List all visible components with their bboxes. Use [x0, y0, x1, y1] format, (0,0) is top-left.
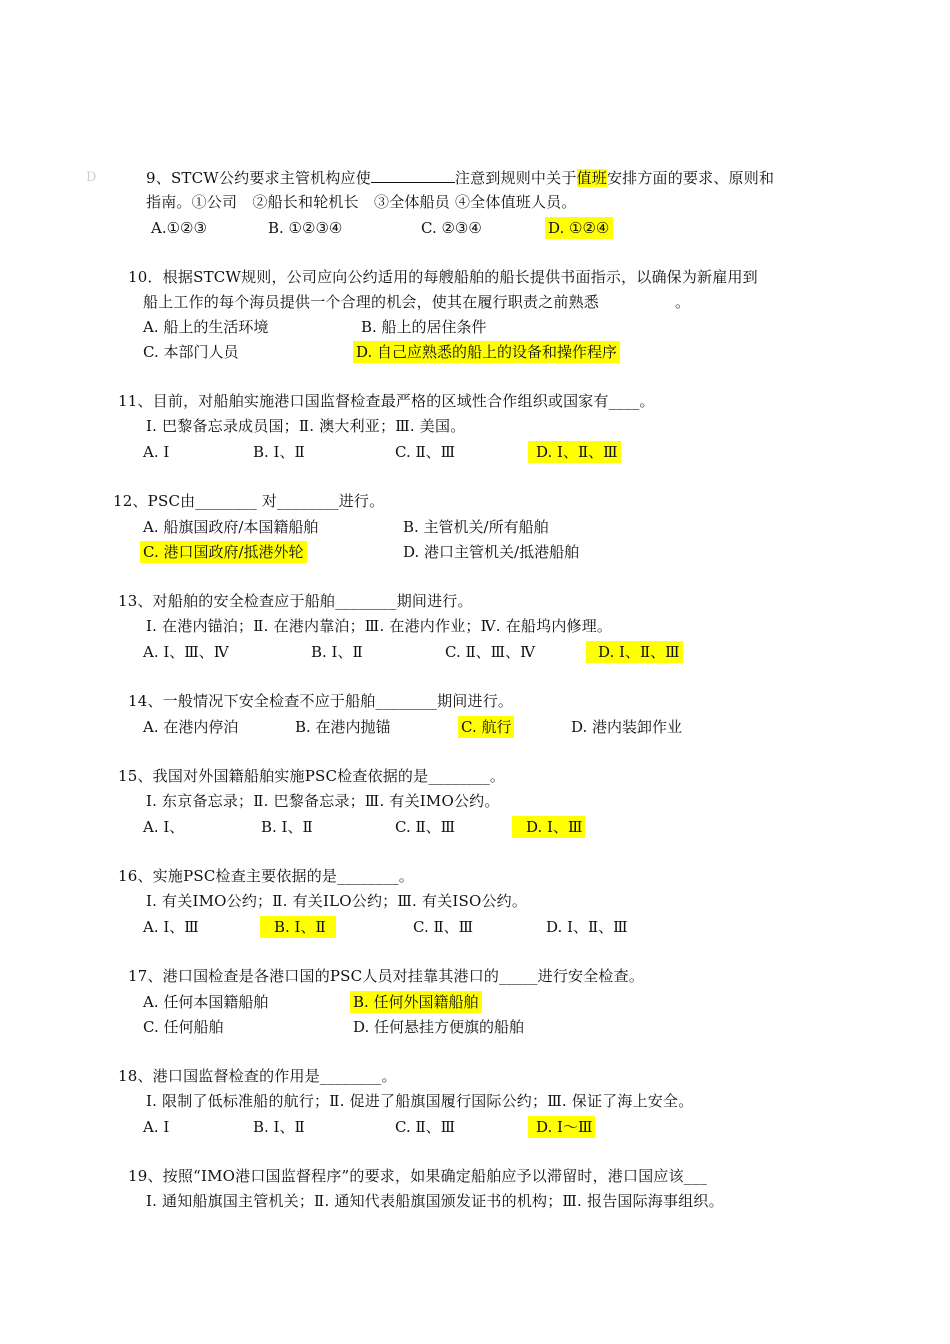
q15-option-c: C. Ⅱ、Ⅲ [395, 818, 456, 836]
q18-option-b: B. Ⅰ、Ⅱ [253, 1118, 305, 1136]
q9-option-c: C. ②③④ [421, 219, 482, 237]
q15-option-d-answer: D. Ⅰ、Ⅲ [512, 816, 585, 838]
question-11-line-1: 11、目前，对船舶实施港口国监督检查最严格的区域性合作组织或国家有____。 [118, 392, 655, 410]
q9-option-a: A.①②③ [151, 219, 207, 237]
q9-option-b: B. ①②③④ [268, 219, 343, 237]
q13-option-b: B. Ⅰ、Ⅱ [311, 643, 363, 661]
q9-mid: 注意到规则中关于 [454, 169, 577, 187]
q17-option-b-answer: B. 任何外国籍船舶 [350, 991, 482, 1013]
q9-blank [371, 168, 455, 183]
q12-option-d: D. 港口主管机关/抵港船舶 [403, 543, 580, 561]
question-15-line-2: Ⅰ. 东京备忘录；Ⅱ. 巴黎备忘录；Ⅲ. 有关IMO公约。 [146, 792, 500, 810]
q17-option-d: D. 任何悬挂方便旗的船舶 [353, 1018, 525, 1036]
question-10-line-1: 10．根据STCW规则，公司应向公约适用的每艘船舶的船长提供书面指示，以确保为新雇用到 [128, 268, 758, 286]
q16-option-d: D. Ⅰ、Ⅱ、Ⅲ [546, 918, 628, 936]
q12-option-b: B. 主管机关/所有船舶 [403, 518, 549, 536]
q16-option-b-answer: B. Ⅰ、Ⅱ [260, 916, 336, 938]
q10-option-b: B. 船上的居住条件 [361, 318, 487, 336]
question-16-line-2: Ⅰ. 有关IMO公约；Ⅱ. 有关ILO公约；Ⅲ. 有关ISO公约。 [146, 892, 528, 910]
q13-option-c: C. Ⅱ、Ⅲ、Ⅳ [445, 643, 536, 661]
question-11-line-2: Ⅰ. 巴黎备忘录成员国；Ⅱ. 澳大利亚；Ⅲ. 美国。 [146, 417, 466, 435]
q12-option-a: A. 船旗国政府/本国籍船舶 [143, 518, 319, 536]
question-13-line-1: 13、对船舶的安全检查应于船舶________期间进行。 [118, 592, 473, 610]
question-9-line-1 [146, 168, 774, 188]
question-13-line-2: Ⅰ. 在港内锚泊；Ⅱ. 在港内靠泊；Ⅲ. 在港内作业；Ⅳ. 在船坞内修理。 [146, 617, 613, 635]
q9-option-d-answer: D. ①②④ [545, 217, 613, 239]
q11-option-b: B. Ⅰ、Ⅱ [253, 443, 305, 461]
question-18-line-2: Ⅰ. 限制了低标准船的航行；Ⅱ. 促进了船旗国履行国际公约；Ⅲ. 保证了海上安全。 [146, 1092, 694, 1110]
q14-option-c-answer: C. 航行 [458, 716, 514, 738]
q18-option-c: C. Ⅱ、Ⅲ [395, 1118, 456, 1136]
q14-option-b: B. 在港内抛锚 [295, 718, 391, 736]
q13-option-d-answer: D. Ⅰ、Ⅱ、Ⅲ [586, 641, 683, 663]
q9-after: 安排方面的要求、原则和 [606, 169, 775, 187]
question-14-line-1: 14、一般情况下安全检查不应于船舶________期间进行。 [128, 692, 514, 710]
question-16-line-1: 16、实施PSC检查主要依据的是________。 [118, 867, 414, 885]
q17-option-a: A. 任何本国籍船舶 [143, 993, 269, 1011]
q10-option-a: A. 船上的生活环境 [143, 318, 269, 336]
q10-option-c: C. 本部门人员 [143, 343, 239, 361]
question-9-line-2: 指南。①公司 ②船长和轮机长 ③全体船员 ④全体值班人员。 [146, 193, 577, 211]
question-19-line-2: Ⅰ. 通知船旗国主管机关；Ⅱ. 通知代表船旗国颁发证书的机构；Ⅲ. 报告国际海事组织。 [146, 1192, 724, 1210]
margin-marker: D [86, 170, 97, 185]
q9-before: 9、STCW公约要求主管机构应使 [146, 169, 371, 187]
q15-option-a: A. Ⅰ、 [143, 818, 185, 836]
q18-option-d-answer: D. Ⅰ～Ⅲ [528, 1116, 595, 1138]
q16-option-c: C. Ⅱ、Ⅲ [413, 918, 474, 936]
q11-option-a: A. Ⅰ [143, 443, 170, 461]
q11-option-c: C. Ⅱ、Ⅲ [395, 443, 456, 461]
q18-option-a: A. Ⅰ [143, 1118, 170, 1136]
question-19-line-1: 19、按照“IMO港口国监督程序”的要求，如果确定船舶应予以滞留时，港口国应该___ [128, 1167, 707, 1185]
q14-option-d: D. 港内装卸作业 [571, 718, 683, 736]
question-17-line-1: 17、港口国检查是各港口国的PSC人员对挂靠其港口的_____进行安全检查。 [128, 967, 645, 985]
q12-option-c-answer: C. 港口国政府/抵港外轮 [140, 541, 307, 563]
q14-option-a: A. 在港内停泊 [143, 718, 239, 736]
q11-option-d-answer: D. Ⅰ、Ⅱ、Ⅲ [528, 441, 621, 463]
q10-option-d-answer: D. 自己应熟悉的船上的设备和操作程序 [353, 341, 620, 363]
q17-option-c: C. 任何船舶 [143, 1018, 224, 1036]
question-15-line-1: 15、我国对外国籍船舶实施PSC检查依据的是________。 [118, 767, 506, 785]
q15-option-b: B. Ⅰ、Ⅱ [261, 818, 313, 836]
question-18-line-1: 18、港口国监督检查的作用是________。 [118, 1067, 397, 1085]
q9-highlight: 值班 [576, 169, 607, 187]
q13-option-a: A. Ⅰ、Ⅲ、Ⅳ [143, 643, 229, 661]
q16-option-a: A. Ⅰ、Ⅲ [143, 918, 199, 936]
question-10-line-2: 船上工作的每个海员提供一个合理的机会，使其在履行职责之前熟悉 。 [143, 293, 691, 311]
question-12-line-1: 12、PSC由________ 对________进行。 [113, 492, 385, 510]
